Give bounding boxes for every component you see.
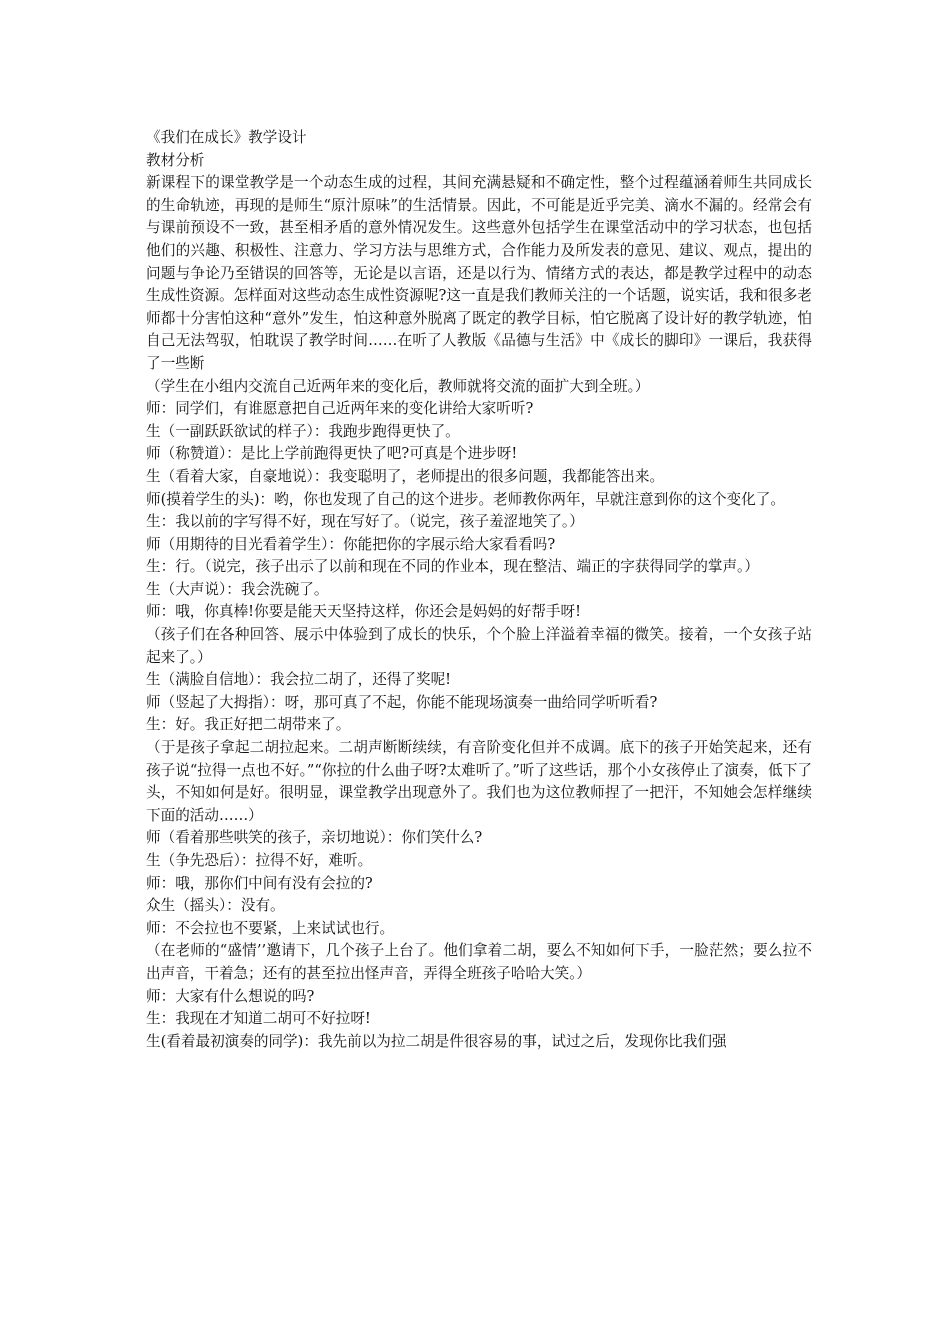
dialogue-line: 师(摸着学生的头)：哟，你也发现了自己的这个进步。老师教你两年，早就注意到你的这个变化了。 [146,490,785,508]
intro-paragraph: 新课程下的课堂教学是一个动态生成的过程，其间充满悬疑和不确定性，整个过程蕴涵着师生共同成长的生命轨迹，再现的是师生“原汁原味”的生活情景。因此，不可能是近乎完美、滴水不漏的。经常会有与课前预设不一致，甚至相矛盾的意外情况发生。这些意外包括学生在课堂活动中的学习状态，也包括他们的兴趣、积极性、注意力、学习方法与思维方式，合作能力及所发表的意见、建议、观点，提出的问题与争论乃至错误的回答等，无论是以言语，还是以行为、情绪方式的表达，都是教学过程中的动态生成性资源。怎样面对这些动态生成性资源呢?这一直是我们教师关注的一个话题，说实话，我和很多老师都十分害怕这种“意外”发生，怕这种意外脱离了既定的教学目标，怕它脱离了设计好的教学轨迹，怕自己无法驾驭，怕耽误了教学时间……在听了人教版《品德与生活》中《成长的脚印》一课后，我获得了一些断 [146,174,812,372]
dialogue-line: 生：我现在才知道二胡可不好拉呀! [146,1010,371,1028]
dialogue-line: 生：我以前的字写得不好，现在写好了。（说完，孩子羞涩地笑了。） [146,513,584,531]
dialogue-line: 师：不会拉也不要紧，上来试试也行。 [146,919,395,937]
dialogue-line: 众生（摇头）：没有。 [146,897,285,915]
dialogue-line: 生（大声说）：我会洗碗了。 [146,580,329,598]
dialogue-line: 师（竖起了大拇指）：呀，那可真了不起，你能不能现场演奏一曲给同学听听看? [146,693,658,711]
document-title: 《我们在成长》教学设计 [146,129,307,146]
dialogue-line: 生(看着最初演奏的同学)：我先前以为拉二胡是件很容易的事，试过之后，发现你比我们强 [146,1032,727,1050]
dialogue-line: 生（一副跃跃欲试的样子）：我跑步跑得更快了。 [146,422,460,440]
dialogue-line: 师：哦，你真棒!你要是能天天坚持这样，你还会是妈妈的好帮手呀! [146,603,581,621]
dialogue-line: 师：同学们，有谁愿意把自己近两年来的变化讲给大家听听? [146,400,534,418]
dialogue-line: 生（满脸自信地）：我会拉二胡了，还得了奖呢! [146,671,452,689]
dialogue-line: 生（看着大家，自豪地说）：我变聪明了，老师提出的很多问题，我都能答出来。 [146,467,665,485]
dialogue-line: 师（用期待的目光看着学生）：你能把你的字展示给大家看看吗? [146,535,556,553]
dialogue-line: 师：大家有什么想说的吗? [146,987,315,1005]
dialogue-line: 师（称赞道）：是比上学前跑得更快了吧?可真是个进步呀! [146,445,518,463]
dialogue-line: 生：行。（说完，孩子出示了以前和现在不同的作业本，现在整洁、端正的字获得同学的掌声。） [146,558,759,576]
dialogue-line: （孩子们在各种回答、展示中体验到了成长的快乐，个个脸上洋溢着幸福的微笑。接着，一个女孩子站起来了。） [146,626,812,666]
dialogue-line: 生（争先恐后）：拉得不好，难听。 [146,852,373,869]
dialogue-line: 师：哦，那你们中间有没有会拉的? [146,874,373,892]
document-page [146,127,812,1053]
dialogue-line: （于是孩子拿起二胡拉起来。二胡声断断续续，有音阶变化但并不成调。底下的孩子开始笑起来，还有孩子说“拉得一点也不好。”“你拉的什么曲子呀?太难听了。”听了这些话，那个小女孩停止了演奏，低下了头，不知如何是好。很明显，课堂教学出现意外了。我们也为这位教师捏了一把汗，不知她会怎样继续下面的活动……） [146,739,812,824]
dialogue-line: （学生在小组内交流自己近两年来的变化后，教师就将交流的面扩大到全班。） [146,377,650,395]
dialogue-line: （在老师的“盛情’’邀请下，几个孩子上台了。他们拿着二胡，要么不知如何下手，一脸茫然；要么拉不出声音，干着急；还有的甚至拉出怪声音，弄得全班孩子哈哈大笑。） [146,942,812,982]
dialogue-line: 生：好。我正好把二胡带来了。 [146,716,351,734]
dialogue-line: 师（看着那些哄笑的孩子，亲切地说）：你们笑什么? [146,829,483,847]
section-heading: 教材分析 [146,151,205,169]
